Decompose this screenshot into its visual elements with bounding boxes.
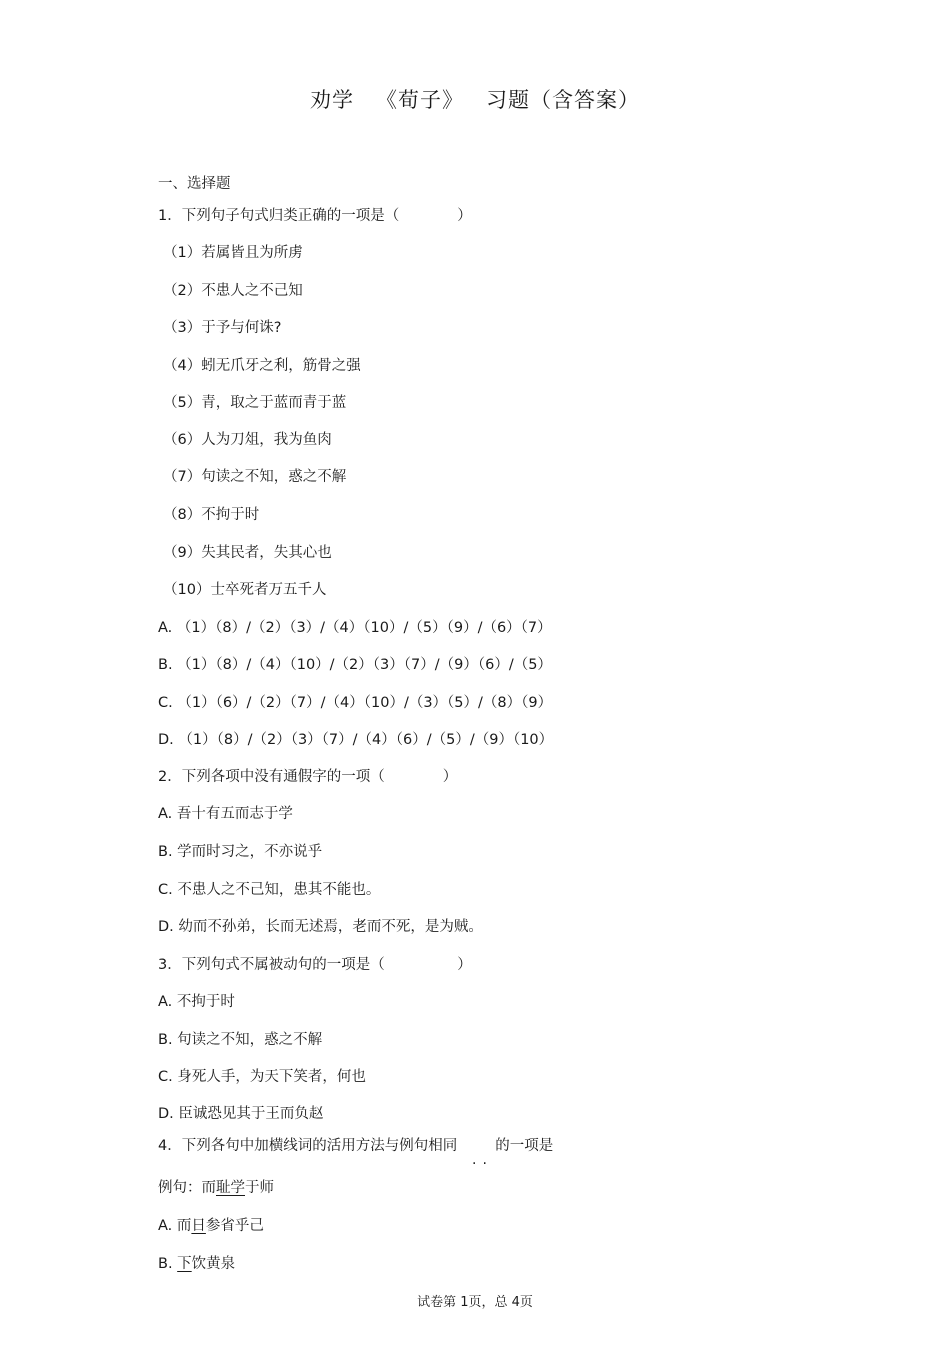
question-1-item: （1）若属皆且为所虏 <box>163 245 303 261</box>
question-1-item: （2）不患人之不己知 <box>163 283 303 299</box>
emphasis-dots: .. <box>472 1152 493 1168</box>
question-1-item: （3）于予与何诛? <box>163 320 282 336</box>
option-b-prefix: B. <box>158 1256 178 1272</box>
question-1-item: （7）句读之不知，惑之不解 <box>163 469 347 485</box>
question-1-option-b: B. （1）（8）/（4）（10）/（2）（3）（7）/（9）（6）/（5） <box>158 657 552 673</box>
question-1-item: （6）人为刀俎，我为鱼肉 <box>163 432 332 448</box>
question-3-option-b: B. 句读之不知，惑之不解 <box>158 1032 323 1048</box>
option-a-suffix: 参省乎己 <box>205 1218 264 1234</box>
question-1-item: （5）青，取之于蓝而青于蓝 <box>163 395 347 411</box>
question-4-stem-tail: 的一项是 <box>495 1138 554 1154</box>
example-suffix: 于师 <box>245 1180 274 1196</box>
question-4-example <box>158 1178 274 1198</box>
option-a-underlined-word: 日 <box>191 1218 206 1234</box>
option-a-prefix: A. 而 <box>158 1218 192 1234</box>
question-1-item: （8）不拘于时 <box>163 507 260 523</box>
question-4-option-b <box>158 1254 235 1274</box>
question-1-stem: 1．下列句子句式归类正确的一项是（ ） <box>158 208 472 224</box>
question-2-option-d: D. 幼而不孙弟，长而无述焉，老而不死，是为贼。 <box>158 919 483 935</box>
question-2-option-a: A. 吾十有五而志于学 <box>158 806 293 822</box>
question-1-option-d: D. （1）（8）/（2）（3）（7）/（4）（6）/（5）/（9）（10） <box>158 732 554 748</box>
question-3-option-a: A. 不拘于时 <box>158 994 235 1010</box>
title-part-2: 《荀子》 <box>376 88 464 112</box>
question-3-option-d: D. 臣诚恐见其于王而负赵 <box>158 1106 324 1122</box>
title-part-3: 习题（含答案） <box>486 88 640 112</box>
question-4-option-a <box>158 1216 264 1236</box>
example-underlined-word: 耻学 <box>216 1180 245 1196</box>
question-1-option-c: C. （1）（6）/（2）（7）/（4）（10）/（3）（5）/（8）（9） <box>158 695 553 711</box>
question-2-stem: 2．下列各项中没有通假字的一项（ ） <box>158 769 458 785</box>
question-4-stem-text: 4．下列各句中加横线词的活用方法与例句相同 <box>158 1138 458 1154</box>
question-2-option-c: C. 不患人之不己知，患其不能也。 <box>158 882 381 898</box>
question-3-stem: 3．下列句式不属被动句的一项是（ ） <box>158 957 472 973</box>
question-1-option-a: A. （1）（8）/（2）（3）/（4）（10）/（5）（9）/（6）（7） <box>158 620 552 636</box>
section-heading: 一、选择题 <box>158 176 231 192</box>
page-footer: 试卷第 1页，总 4页 <box>417 1295 533 1310</box>
title-part-1: 劝学 <box>310 88 354 112</box>
page-title <box>0 84 950 114</box>
question-3-option-c: C. 身死人手，为天下笑者，何也 <box>158 1069 366 1085</box>
question-4-stem <box>158 1136 553 1156</box>
question-1-item: （4）蚓无爪牙之利，筋骨之强 <box>163 358 361 374</box>
option-b-suffix: 饮黄泉 <box>191 1256 236 1272</box>
example-prefix: 例句：而 <box>158 1180 216 1196</box>
question-1-item: （9）失其民者，失其心也 <box>163 545 332 561</box>
question-1-item: （10）士卒死者万五千人 <box>163 582 327 598</box>
question-2-option-b: B. 学而时习之，不亦说乎 <box>158 844 323 860</box>
option-b-underlined-word: 下 <box>177 1256 192 1272</box>
